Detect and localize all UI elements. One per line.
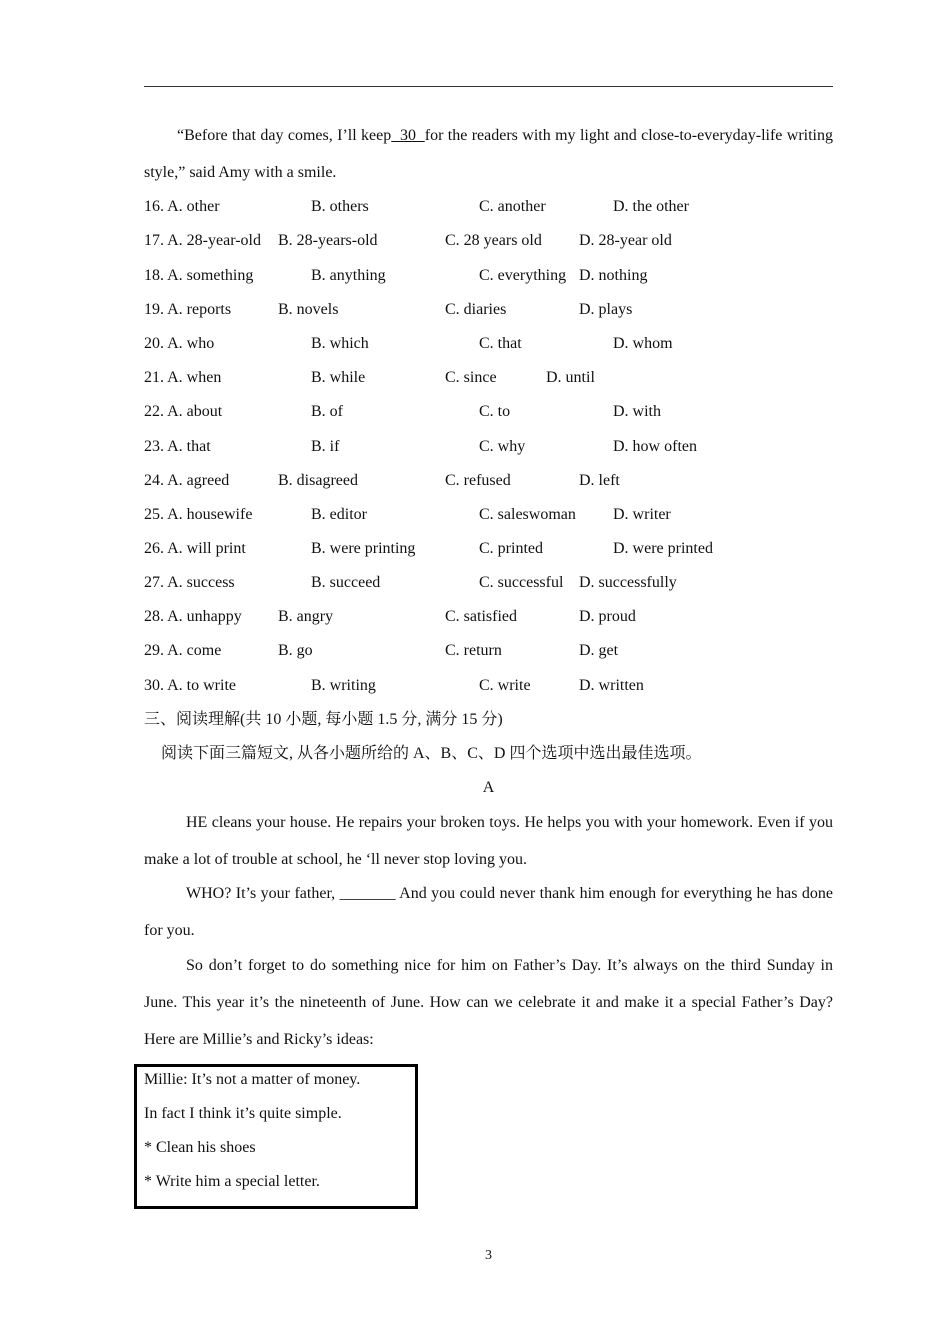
option-c: C. another	[479, 198, 546, 215]
paragraph-1: HE cleans your house. He repairs your broken toys. He helps you with your homework. Even if you make a lot of trouble at school, he ‘ll never stop loving you.	[144, 814, 833, 868]
passage-text-after: for the readers with my light and close-to-everyday-life writing style,” said Amy with a smile.	[144, 127, 833, 181]
option-a: 22. A. about	[144, 403, 223, 420]
passage-text-before: “Before that day comes, I’ll keep	[177, 127, 392, 144]
question-row	[0, 504, 950, 526]
option-a: 17. A. 28-year-old	[144, 232, 261, 249]
option-d: D. proud	[579, 608, 636, 625]
question-row	[0, 230, 950, 252]
question-row	[0, 436, 950, 458]
paragraph-3: So don’t forget to do something nice for him on Father’s Day. It’s always on the third Sunday in June. This year it’s the nineteenth of June. How can we celebrate it and make it a special Father’s Day? Here are Millie’s and Ricky’s ideas:	[144, 957, 833, 1048]
question-row	[0, 196, 950, 218]
option-a: 25. A. housewife	[144, 506, 253, 523]
question-row	[0, 572, 950, 594]
option-c: C. write	[479, 677, 531, 694]
option-a: 21. A. when	[144, 369, 222, 386]
option-c: C. refused	[445, 472, 511, 489]
option-d: D. get	[579, 642, 619, 659]
page-number: 3	[485, 1248, 492, 1263]
option-c: C. printed	[479, 540, 543, 557]
option-d: D. writer	[613, 506, 671, 523]
option-b: B. novels	[278, 301, 339, 318]
option-d: D. plays	[579, 301, 633, 318]
passage-label: A	[482, 779, 495, 796]
option-c: C. since	[445, 369, 497, 386]
option-a: 23. A. that	[144, 438, 211, 455]
question-row	[0, 640, 950, 662]
question-row	[0, 538, 950, 560]
option-d: D. written	[579, 677, 644, 694]
option-b: B. 28-years-old	[278, 232, 378, 249]
option-b: B. editor	[311, 506, 367, 523]
option-c: C. return	[445, 642, 502, 659]
question-row	[0, 401, 950, 423]
option-a: 26. A. will print	[144, 540, 246, 557]
option-b: B. angry	[278, 608, 334, 625]
option-c: C. that	[479, 335, 522, 352]
option-b: B. while	[311, 369, 366, 386]
option-a: 28. A. unhappy	[144, 608, 242, 625]
option-d: D. how often	[613, 438, 697, 455]
question-row	[0, 606, 950, 628]
question-row	[0, 299, 950, 321]
option-a: 30. A. to write	[144, 677, 236, 694]
option-a: 18. A. something	[144, 267, 254, 284]
millie-line-4: * Write him a special letter.	[144, 1173, 320, 1190]
option-a: 16. A. other	[144, 198, 220, 215]
option-a: 24. A. agreed	[144, 472, 230, 489]
option-b: B. succeed	[311, 574, 381, 591]
passage-ending	[144, 117, 833, 191]
blank-30: 30	[391, 127, 425, 144]
option-c: C. satisfied	[445, 608, 517, 625]
option-b: B. go	[278, 642, 313, 659]
question-row	[0, 265, 950, 287]
option-d: D. until	[546, 369, 595, 386]
paragraph-2: WHO? It’s your father, _______ And you could never thank him enough for everything he has done for you.	[144, 885, 833, 939]
option-b: B. if	[311, 438, 340, 455]
option-c: C. why	[479, 438, 526, 455]
question-row	[0, 470, 950, 492]
millie-line-3: * Clean his shoes	[144, 1139, 256, 1156]
option-c: C. saleswoman	[479, 506, 576, 523]
section-heading: 三、阅读理解(共 10 小题, 每小题 1.5 分, 满分 15 分)	[144, 711, 503, 728]
option-c: C. 28 years old	[445, 232, 542, 249]
option-b: B. anything	[311, 267, 386, 284]
option-d: D. left	[579, 472, 620, 489]
question-row	[0, 367, 950, 389]
option-d: D. the other	[613, 198, 689, 215]
option-c: C. everything	[479, 267, 567, 284]
option-d: D. successfully	[579, 574, 677, 591]
header-rule	[144, 86, 833, 87]
question-row	[0, 675, 950, 697]
option-d: D. were printed	[613, 540, 713, 557]
option-c: C. successful	[479, 574, 564, 591]
millie-line-2: In fact I think it’s quite simple.	[144, 1105, 342, 1122]
option-d: D. 28-year old	[579, 232, 672, 249]
section-instruction: 阅读下面三篇短文, 从各小题所给的 A、B、C、D 四个选项中选出最佳选项。	[161, 745, 702, 762]
option-a: 27. A. success	[144, 574, 235, 591]
option-b: B. writing	[311, 677, 376, 694]
option-a: 29. A. come	[144, 642, 222, 659]
question-row	[0, 333, 950, 355]
option-b: B. which	[311, 335, 369, 352]
millie-line-1: Millie: It’s not a matter of money.	[144, 1071, 361, 1088]
option-c: C. to	[479, 403, 511, 420]
option-a: 20. A. who	[144, 335, 215, 352]
option-b: B. of	[311, 403, 343, 420]
option-b: B. others	[311, 198, 369, 215]
option-b: B. disagreed	[278, 472, 358, 489]
option-b: B. were printing	[311, 540, 416, 557]
option-a: 19. A. reports	[144, 301, 232, 318]
option-d: D. nothing	[579, 267, 648, 284]
option-d: D. whom	[613, 335, 673, 352]
option-d: D. with	[613, 403, 661, 420]
option-c: C. diaries	[445, 301, 507, 318]
